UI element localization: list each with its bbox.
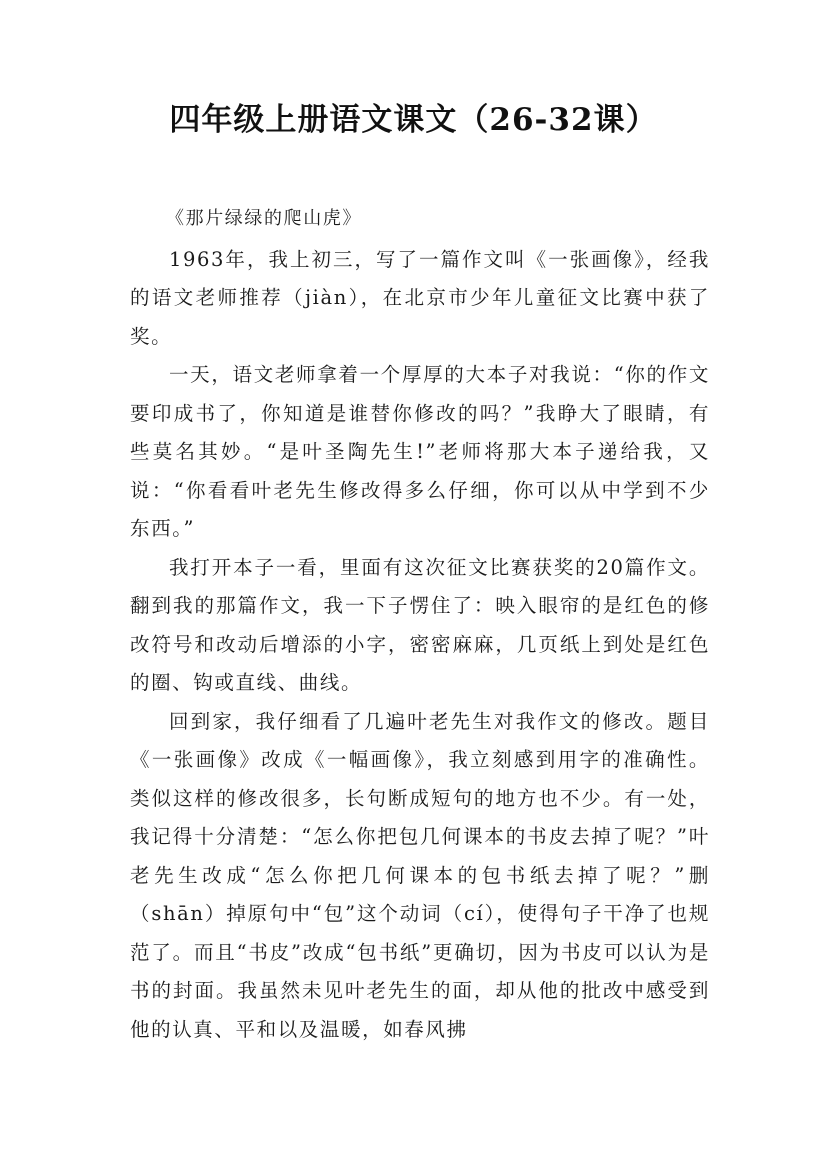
- section-title: 《那片绿绿的爬山虎》: [166, 208, 362, 229]
- paragraph-3: 我打开本子一看，里面有这次征文比赛获奖的20篇作文。翻到我的那篇作文，我一下子愣住了：映入眼帘的是红色的修改符号和改动后增添的小字，密密麻麻，几页纸上到处是红色的圈、钩或直线、曲线。: [130, 555, 710, 694]
- document-body: [130, 200, 710, 1049]
- paragraph-1: 1963年，我上初三，写了一篇作文叫《一张画像》，经我的语文老师推荐（jiàn），在北京市少年儿童征文比赛中获了奖。: [130, 247, 710, 348]
- paragraph-2: 一天，语文老师拿着一个厚厚的大本子对我说：“你的作文要印成书了，你知道是谁替你修改的吗？”我睁大了眼睛，有些莫名其妙。“是叶圣陶先生!”老师将那大本子递给我，又说：“你看看叶老先生修改得多么仔细，你可以从中学到不少东西。”: [130, 363, 710, 540]
- document-title: 四年级上册语文课文（26-32课）: [169, 102, 658, 138]
- paragraph-4: 回到家，我仔细看了几遍叶老先生对我作文的修改。题目《一张画像》改成《一幅画像》，我立刻感到用字的准确性。类似这样的修改很多，长句断成短句的地方也不少。有一处，我记得十分清楚：“怎么你把包几何课本的书皮去掉了呢？”叶老先生改成“怎么你把几何课本的包书纸去掉了呢？”删（shān）掉原句中“包”这个动词（cí），使得句子干净了也规范了。而且“书皮”改成“包书纸”更确切，因为书皮可以认为是书的封面。我虽然未见叶老先生的面，却从他的批改中感受到他的认真、平和以及温暖，如春风拂: [130, 709, 710, 1041]
